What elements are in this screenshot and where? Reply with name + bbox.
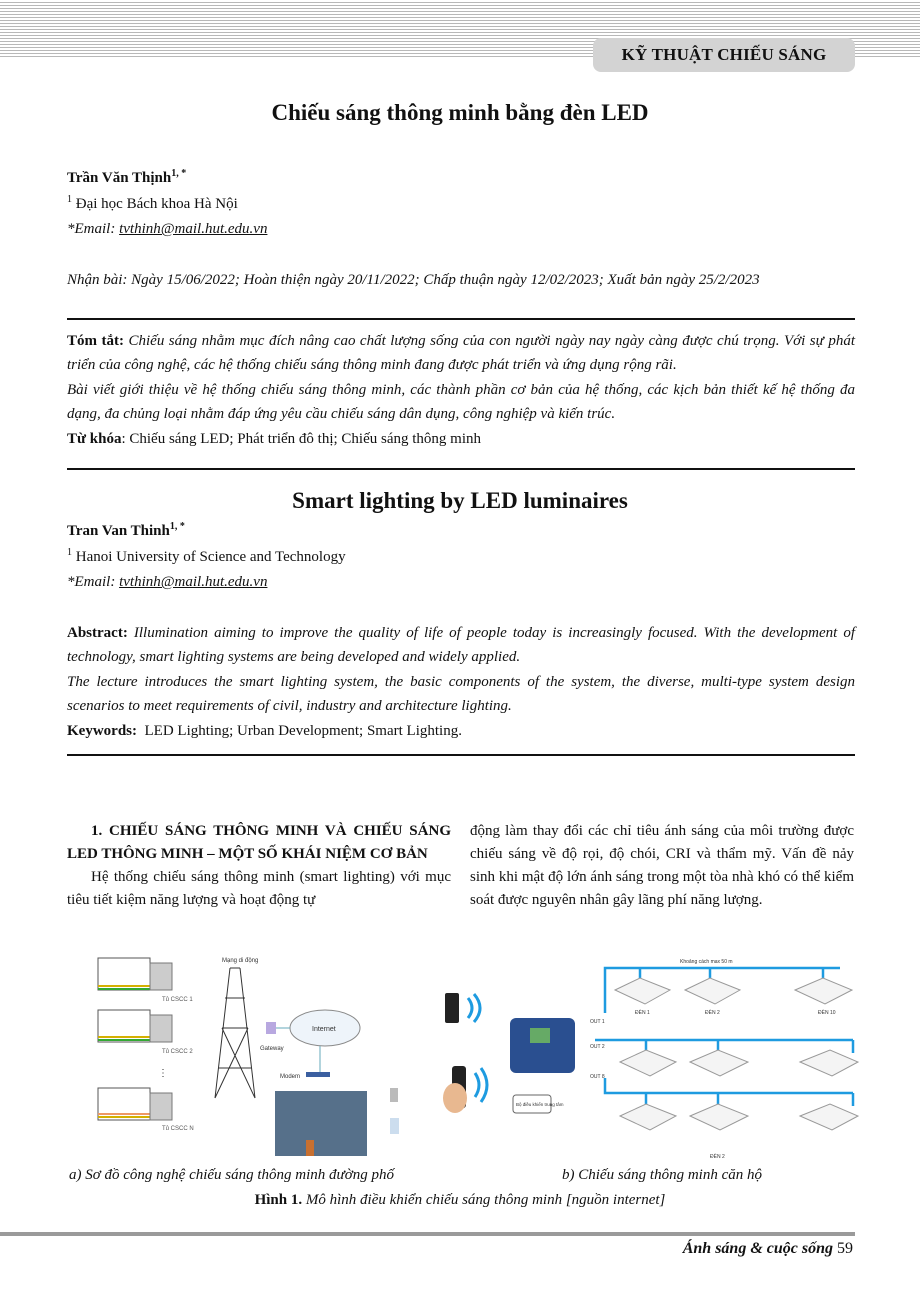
label: ĐÈN 2: [710, 1154, 725, 1160]
label: Khoảng cách max 50 m: [680, 959, 733, 965]
label: Internet: [312, 1026, 336, 1033]
body-paragraph: Hệ thống chiếu sáng thông minh (smart lighting) với mục tiêu tiết kiệm năng lượng và hoạt động tự: [67, 869, 451, 908]
label: Mạng di động: [222, 958, 259, 964]
section-badge: KỸ THUẬT CHIẾU SÁNG: [593, 38, 855, 72]
vi-dates: Nhận bài: Ngày 15/06/2022; Hoàn thiện ngày 20/11/2022; Chấp thuận ngày 12/02/2023; Xuất bản ngày 25/2/2023: [67, 272, 760, 288]
label: Tủ CSCC 2: [162, 1049, 193, 1055]
en-affiliation: [67, 547, 346, 566]
label: ĐÈN 1: [635, 1010, 650, 1016]
caption-text: Mô hình điều khiển chiếu sáng thông minh [nguồn internet]: [302, 1192, 666, 1208]
author-name: Tran Van Thinh: [67, 523, 170, 539]
affiliation-sup: 1: [67, 194, 72, 205]
right-column: [470, 820, 854, 912]
label: ĐÈN 10: [818, 1010, 836, 1016]
journal-name: Ánh sáng & cuộc sống: [682, 1240, 833, 1257]
page-number: 59: [837, 1240, 853, 1257]
affiliation-text: Đại học Bách khoa Hà Nội: [75, 196, 238, 212]
label: OUT 8: [590, 1074, 605, 1080]
keywords-label: Keywords:: [67, 723, 137, 739]
wireless-icon: [468, 994, 480, 1022]
author-sup: 1, *: [171, 168, 187, 179]
section-heading: 1. CHIẾU SÁNG THÔNG MINH VÀ CHIẾU SÁNG LED THÔNG MINH – MỘT SỐ KHÁI NIỆM CƠ BẢN: [67, 823, 451, 862]
abstract-label: Abstract:: [67, 625, 128, 641]
en-abstract: [67, 622, 855, 746]
network-devices: [260, 1010, 399, 1156]
figure-caption: [0, 1192, 920, 1209]
left-column: [67, 820, 451, 912]
apartment-lighting-diagram: [443, 959, 858, 1160]
footer-bar: [0, 1232, 855, 1236]
email-label: *Email:: [67, 574, 120, 590]
street-lamps-cabinet: [98, 958, 194, 1132]
abstract-p1: Illumination aiming to improve the quality of life of people today is increasingly focused. With the development of technology, smart lighting systems are being developed and widely applied.: [67, 625, 855, 665]
divider: [67, 468, 855, 470]
label: Gateway: [260, 1046, 284, 1052]
body-paragraph: động làm thay đổi các chỉ tiêu ánh sáng của môi trường được chiếu sáng về độ rọi, độ chói, CRI và thẩm mỹ. Vấn đề nảy sinh khi mật độ lớn ánh sáng trong một tòa nhà khó có thể kiểm soát được nguyên nhân gây lãng phí năng lượng.: [470, 823, 854, 908]
divider: [67, 754, 855, 756]
affiliation-sup: 1: [67, 547, 72, 558]
footer: [683, 1240, 853, 1258]
vi-author: [67, 168, 186, 187]
email-label: *Email:: [67, 221, 120, 237]
email-link[interactable]: tvthinh@mail.hut.edu.vn: [119, 574, 268, 590]
en-email: [67, 574, 267, 591]
vi-affiliation: [67, 194, 238, 213]
caption-b: b) Chiếu sáng thông minh căn hộ: [562, 1167, 762, 1183]
author-sup: 1, *: [169, 521, 185, 532]
email-link[interactable]: tvthinh@mail.hut.edu.vn: [119, 221, 268, 237]
abstract-p1: Chiếu sáng nhằm mục đích nâng cao chất lượng sống của con người ngày nay ngày càng được chú trọng. Với sự phát triển của công nghệ, các hệ thống chiếu sáng thông minh đang được phát triển và ứng dụng rộng rãi.: [67, 333, 855, 373]
en-title: Smart lighting by LED luminaires: [292, 488, 628, 513]
divider: [67, 318, 855, 320]
label: Modem: [280, 1074, 301, 1080]
keywords-text: : Chiếu sáng LED; Phát triển đô thị; Chiếu sáng thông minh: [121, 431, 482, 447]
label: Tủ CSCC 1: [162, 997, 193, 1003]
street-lighting-diagram: [98, 958, 399, 1156]
caption-a: a) Sơ đồ công nghệ chiếu sáng thông minh đường phố: [69, 1167, 394, 1183]
label: Tủ CSCC N: [162, 1126, 194, 1132]
vi-title: Chiếu sáng thông minh bằng đèn LED: [271, 100, 649, 125]
author-name: Trần Văn Thịnh: [67, 170, 172, 186]
keywords-label: Từ khóa: [67, 431, 122, 447]
vi-email: [67, 221, 267, 238]
abstract-label: Tóm tắt:: [67, 333, 124, 349]
phone-icon: [445, 993, 459, 1023]
abstract-p2: The lecture introduces the smart lighting system, the basic components of the system, the diverse, multi-type system design scenarios to meet requirements of civil, industry and architecture lighting.: [67, 674, 855, 714]
affiliation-text: Hanoi University of Science and Technology: [75, 549, 346, 565]
figure-1: [90, 948, 860, 1163]
abstract-p2: Bài viết giới thiệu về hệ thống chiếu sáng thông minh, các thành phần cơ bản của hệ thống, các kịch bản thiết kế hệ thống đa dạng, đa chủng loại nhằm đáp ứng yêu cầu chiếu sáng dân dụng, công nghiệp và kiến trúc.: [67, 382, 855, 422]
label: ĐÈN 2: [705, 1010, 720, 1016]
wireless-icon: [475, 1068, 487, 1102]
label: Bộ điều khiển trung tâm: [516, 1102, 564, 1107]
controller-board: [510, 1018, 575, 1073]
keywords-text: LED Lighting; Urban Development; Smart Lighting.: [144, 723, 462, 739]
en-author: [67, 521, 185, 540]
label: OUT 2: [590, 1044, 605, 1050]
caption-label: Hình 1.: [254, 1192, 303, 1208]
vi-abstract: [67, 330, 855, 454]
svg-text:⋮: ⋮: [158, 1068, 168, 1079]
cell-tower: [215, 958, 258, 1098]
label: OUT 1: [590, 1019, 605, 1025]
